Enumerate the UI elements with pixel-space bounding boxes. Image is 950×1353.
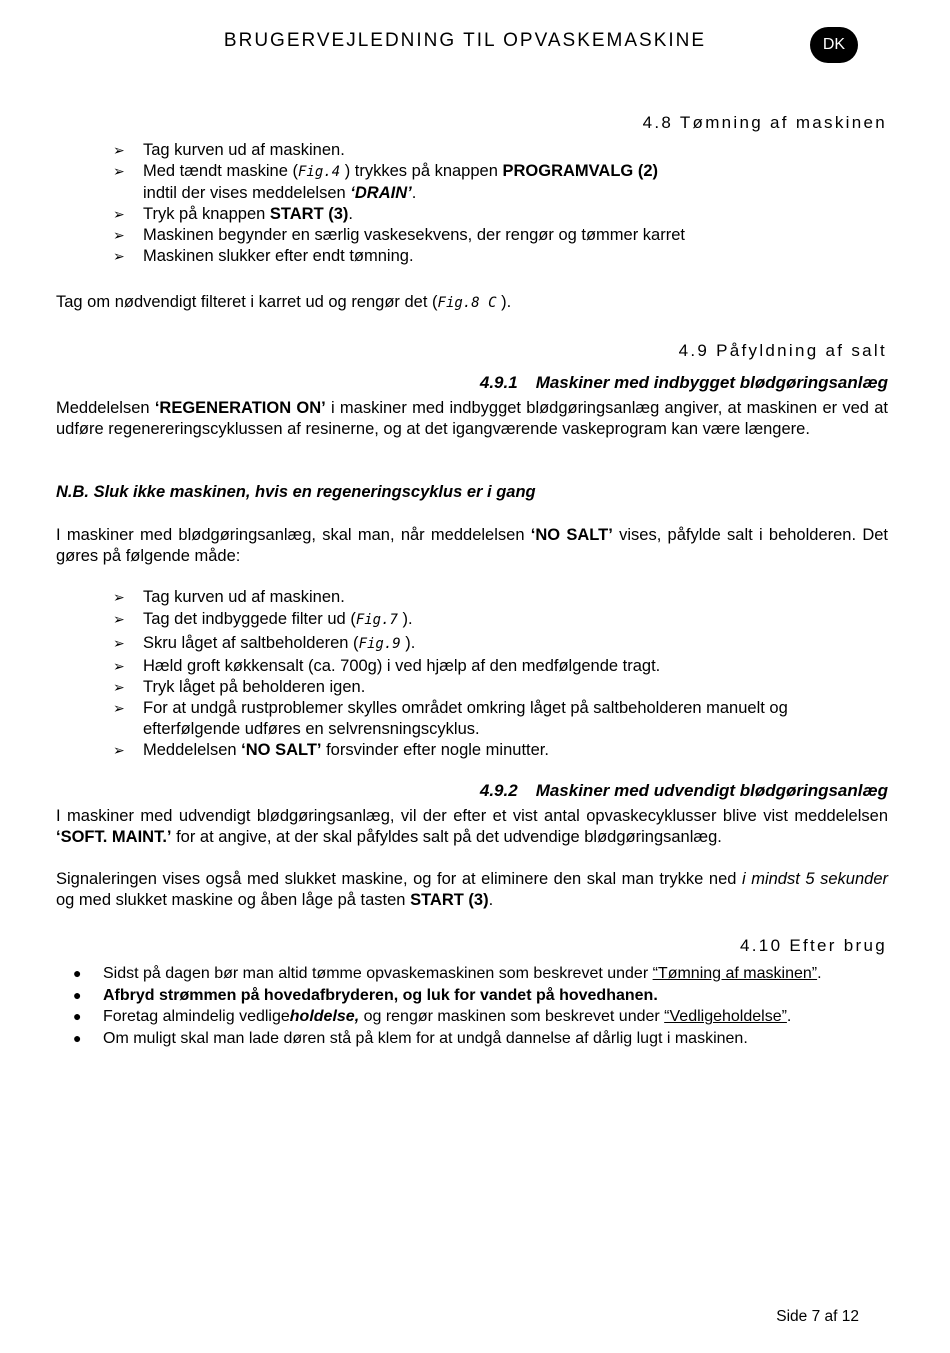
arrow-icon: ➢	[113, 142, 125, 158]
subheading-number: 4.9.1	[479, 373, 518, 392]
figure-ref: Fig.4	[297, 164, 341, 180]
display-message: ‘REGENERATION ON’	[154, 399, 326, 417]
bullet-icon: ●	[73, 1030, 82, 1047]
paragraph-text: vises, påfylde salt i beholderen. Det gøres på følgende måde:	[56, 526, 888, 565]
section-link[interactable]: “Tømning af maskinen”	[652, 965, 818, 982]
item-text: Foretag almindelig vedlige	[103, 1008, 290, 1026]
item-text: Hæld groft køkkensalt (ca. 700g) i ved hjælp af den medfølgende tragt.	[143, 657, 661, 675]
list-item	[73, 985, 893, 1007]
arrow-icon: ➢	[113, 589, 125, 605]
filter-note	[56, 292, 888, 314]
paragraph-text: I maskiner med blødgøringsanlæg, skal man, når meddelelsen	[56, 526, 531, 544]
item-text: ).	[400, 634, 416, 652]
paragraph-text: .	[488, 891, 494, 909]
emphasis-text: holdelse,	[289, 1008, 360, 1026]
figure-ref: Fig.7	[355, 612, 398, 628]
subheading-number: 4.9.2	[479, 781, 518, 800]
list-item	[113, 609, 883, 631]
item-text: indtil der vises meddelelsen	[143, 184, 351, 202]
item-text: Tryk på knappen	[143, 205, 270, 223]
paragraph-signal	[56, 869, 888, 911]
list-item	[113, 225, 883, 246]
display-message: ‘NO SALT’	[241, 741, 322, 759]
item-text: .	[786, 1008, 792, 1026]
section-link[interactable]: “Vedligeholdelse”	[664, 1008, 787, 1026]
item-text: Tryk låget på beholderen igen.	[143, 678, 366, 696]
list-item	[113, 161, 883, 204]
heading-4-10: 4.10 Efter brug	[740, 936, 887, 955]
arrow-icon: ➢	[113, 227, 125, 243]
button-name: PROGRAMVALG (2)	[502, 162, 659, 180]
list-salt-steps	[113, 587, 883, 761]
list-after-use	[73, 963, 893, 1050]
item-text: ) trykkes på knappen	[340, 162, 503, 180]
subheading-4-9-1	[480, 373, 888, 393]
paragraph-text: Signaleringen vises også med slukket maskine, og for at eliminere den skal man trykke ned	[56, 870, 742, 888]
item-text: Tag kurven ud af maskinen.	[143, 588, 345, 606]
list-4-8	[113, 140, 883, 267]
arrow-icon: ➢	[113, 248, 125, 264]
display-message: ‘NO SALT’	[530, 526, 613, 544]
bullet-icon: ●	[73, 986, 82, 1003]
paragraph-text: I maskiner med udvendigt blødgøringsanlæg, vil der efter et vist antal opvaskecyklusser blive vist meddelelsen	[56, 807, 888, 825]
language-badge: DK	[810, 27, 858, 63]
arrow-icon: ➢	[113, 611, 125, 627]
item-text: Om muligt skal man lade døren stå på klem for at undgå dannelse af dårlig lugt i maskinen.	[103, 1030, 748, 1048]
bullet-icon: ●	[73, 965, 82, 981]
arrow-icon: ➢	[113, 635, 125, 651]
item-text: Meddelelsen	[143, 741, 242, 759]
list-item	[113, 140, 883, 161]
item-text: .	[348, 205, 354, 223]
item-text: forsvinder efter nogle minutter.	[321, 741, 549, 759]
page-number: Side 7 af 12	[776, 1308, 859, 1325]
list-item	[73, 1028, 893, 1050]
emphasis-text: i mindst 5 sekunder	[741, 870, 888, 888]
heading-4-9: 4.9 Påfyldning af salt	[678, 341, 887, 360]
paragraph-text: Meddelelsen	[56, 399, 155, 417]
button-name: START (3)	[269, 205, 349, 223]
paragraph-text: for at angive, at der skal påfyldes salt på det udvendige blødgøringsanlæg.	[171, 828, 722, 846]
paragraph-soft-maint	[56, 806, 888, 848]
arrow-icon: ➢	[113, 163, 125, 179]
figure-ref: Fig.9	[358, 636, 401, 652]
item-text: Med tændt maskine (	[143, 162, 298, 180]
paragraph-regeneration	[56, 398, 888, 440]
item-text: .	[411, 184, 417, 202]
list-item	[113, 246, 883, 267]
display-message: ‘SOFT. MAINT.’	[56, 828, 172, 846]
subheading-title: Maskiner med udvendigt blødgøringsanlæg	[535, 781, 888, 800]
page-header-title: BRUGERVEJLEDNING TIL OPVASKEMASKINE	[223, 30, 707, 51]
list-item	[73, 1006, 893, 1028]
subheading-title: Maskiner med indbygget blødgøringsanlæg	[535, 373, 888, 392]
nb-warning: N.B. Sluk ikke maskinen, hvis en regeneringscyklus er i gang	[56, 483, 536, 501]
item-text: Afbryd strømmen på hovedafbryderen, og luk for vandet på hovedhanen.	[103, 986, 658, 1004]
item-text: For at undgå rustproblemer skylles området omkring låget på saltbeholderen manuelt og efterfølgende udføres en selvrensningscyklus.	[143, 699, 788, 738]
item-text: og rengør maskinen som beskrevet under	[359, 1008, 665, 1026]
item-text: Maskinen slukker efter endt tømning.	[143, 247, 414, 265]
list-item	[113, 740, 883, 761]
list-item	[113, 204, 883, 225]
list-item	[73, 963, 893, 985]
list-item	[113, 656, 883, 677]
paragraph-text: og med slukket maskine og åben låge på tasten	[56, 891, 411, 909]
item-text: Sidst på dagen bør man altid tømme opvaskemaskinen som beskrevet under	[103, 965, 653, 982]
note-text: Tag om nødvendigt filteret i karret ud og rengør det (	[56, 293, 438, 311]
arrow-icon: ➢	[113, 679, 125, 695]
figure-ref: Fig.8 C	[437, 295, 497, 311]
item-text: ).	[397, 610, 413, 628]
list-item	[113, 587, 883, 608]
list-item	[113, 633, 883, 655]
list-item	[113, 698, 883, 740]
paragraph-no-salt	[56, 525, 888, 567]
item-text: Tag kurven ud af maskinen.	[143, 141, 345, 159]
subheading-4-9-2	[480, 781, 888, 801]
note-text: ).	[496, 293, 512, 311]
item-text: Tag det indbyggede filter ud (	[143, 610, 356, 628]
arrow-icon: ➢	[113, 700, 125, 716]
list-item	[113, 677, 883, 698]
arrow-icon: ➢	[113, 742, 125, 758]
item-text: .	[817, 965, 822, 982]
item-text: Skru låget af saltbeholderen (	[143, 634, 359, 652]
arrow-icon: ➢	[113, 658, 125, 674]
heading-4-8: 4.8 Tømning af maskinen	[642, 113, 887, 132]
paragraph-text: i maskiner med indbygget blødgøringsanlæg angiver, at maskinen er ved at udføre regenereringscyklussen af resinerne, og at det igangværende vaskeprogram kan være længere.	[56, 399, 888, 438]
bullet-icon: ●	[73, 1008, 82, 1025]
button-name: START (3)	[410, 891, 489, 909]
arrow-icon: ➢	[113, 206, 125, 222]
item-text: Maskinen begynder en særlig vaskesekvens, der rengør og tømmer karret	[143, 226, 685, 244]
display-message: ‘DRAIN’	[350, 184, 412, 202]
